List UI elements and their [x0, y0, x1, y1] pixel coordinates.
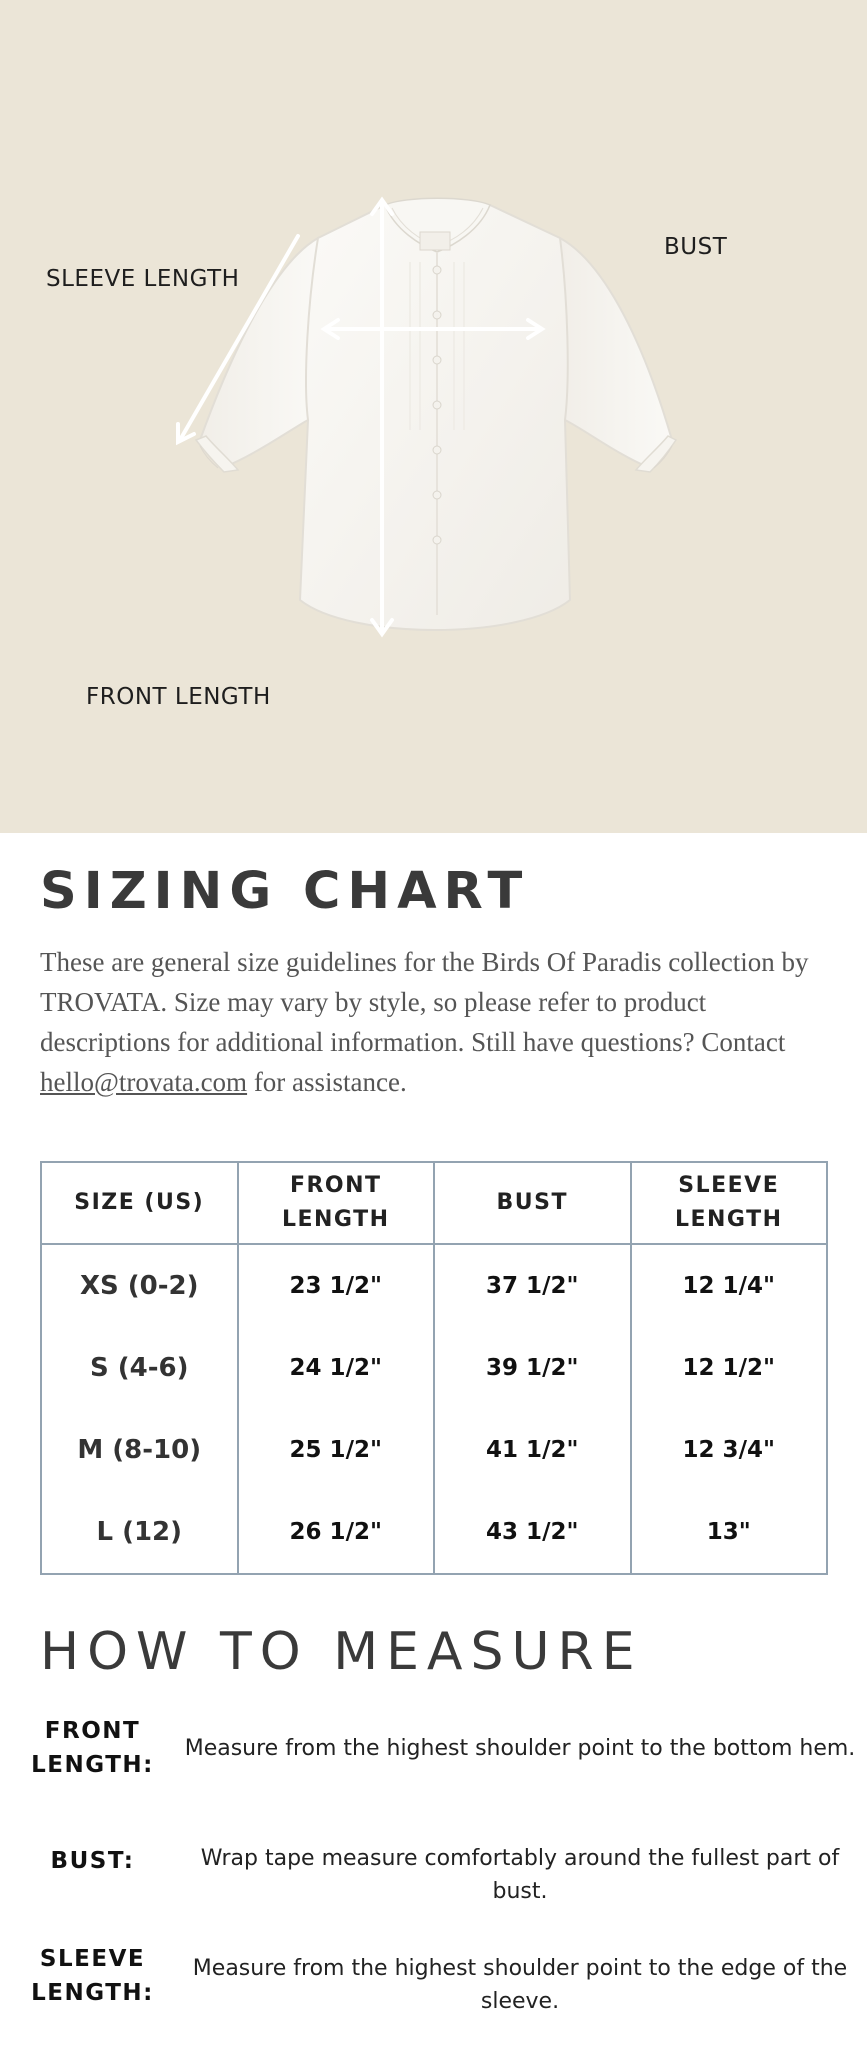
measure-term [20, 1844, 165, 1878]
sizing-intro-text [40, 942, 840, 1102]
bust-cell: 39 1/2" [434, 1327, 631, 1409]
measure-term [20, 1942, 165, 2010]
how-to-measure-title: HOW TO MEASURE [40, 1622, 643, 1682]
measure-description: Measure from the highest shoulder point to the bottom hem. [184, 1736, 856, 1761]
bust-label: BUST [664, 234, 728, 260]
intro-suffix: for assistance. [247, 1067, 407, 1097]
measure-term-line1: SLEEVE [39, 1946, 146, 1972]
bust-cell: 37 1/2" [434, 1244, 631, 1327]
header-size [41, 1162, 238, 1244]
measure-term [20, 1714, 165, 1782]
front-length-cell: 25 1/2" [238, 1409, 435, 1491]
size-cell: L (12) [41, 1491, 238, 1574]
header-sleeve-length [631, 1162, 828, 1244]
sizing-chart-title: SIZING CHART [40, 862, 530, 921]
table-row [41, 1327, 827, 1409]
measure-term-line2: LENGTH: [31, 1980, 154, 2006]
header-front-line1: FRONT [289, 1173, 382, 1198]
measure-description: Measure from the highest shoulder point to the edge of the sleeve. [192, 1956, 848, 2014]
intro-body: These are general size guidelines for the Birds Of Paradis collection by TROVATA. Size may vary by style, so please refer to product descriptions for additional information. Still have questions? Contact [40, 947, 809, 1057]
table-row [41, 1491, 827, 1574]
front-length-cell: 24 1/2" [238, 1327, 435, 1409]
sleeve-length-cell: 12 1/2" [631, 1327, 828, 1409]
sizing-table [40, 1161, 828, 1575]
measure-description: Wrap tape measure comfortably around the fullest part of bust. [200, 1846, 840, 1904]
measure-term-line1: BUST: [50, 1848, 135, 1874]
header-bust-label: BUST [496, 1190, 568, 1215]
bust-cell: 41 1/2" [434, 1409, 631, 1491]
header-front-line2: LENGTH [281, 1207, 390, 1232]
product-measurement-image [0, 0, 867, 833]
sleeve-length-label: SLEEVE LENGTH [46, 266, 240, 292]
table-header-row [41, 1162, 827, 1244]
sleeve-length-cell: 13" [631, 1491, 828, 1574]
header-sleeve-line1: SLEEVE [678, 1173, 780, 1198]
sleeve-length-cell: 12 1/4" [631, 1244, 828, 1327]
measure-term-line1: FRONT [44, 1718, 141, 1744]
bust-cell: 43 1/2" [434, 1491, 631, 1574]
sleeve-length-cell: 12 3/4" [631, 1409, 828, 1491]
table-row [41, 1409, 827, 1491]
table-row [41, 1244, 827, 1327]
size-cell: M (8-10) [41, 1409, 238, 1491]
contact-email-link[interactable]: hello@trovata.com [40, 1067, 248, 1097]
header-bust [434, 1162, 631, 1244]
header-front-length [238, 1162, 435, 1244]
size-cell: S (4-6) [41, 1327, 238, 1409]
measure-term-line2: LENGTH: [31, 1752, 154, 1778]
front-length-cell: 26 1/2" [238, 1491, 435, 1574]
front-length-label: FRONT LENGTH [86, 684, 271, 710]
header-sleeve-line2: LENGTH [674, 1207, 783, 1232]
front-length-cell: 23 1/2" [238, 1244, 435, 1327]
header-size-label: SIZE (US) [74, 1190, 205, 1215]
size-cell: XS (0-2) [41, 1244, 238, 1327]
